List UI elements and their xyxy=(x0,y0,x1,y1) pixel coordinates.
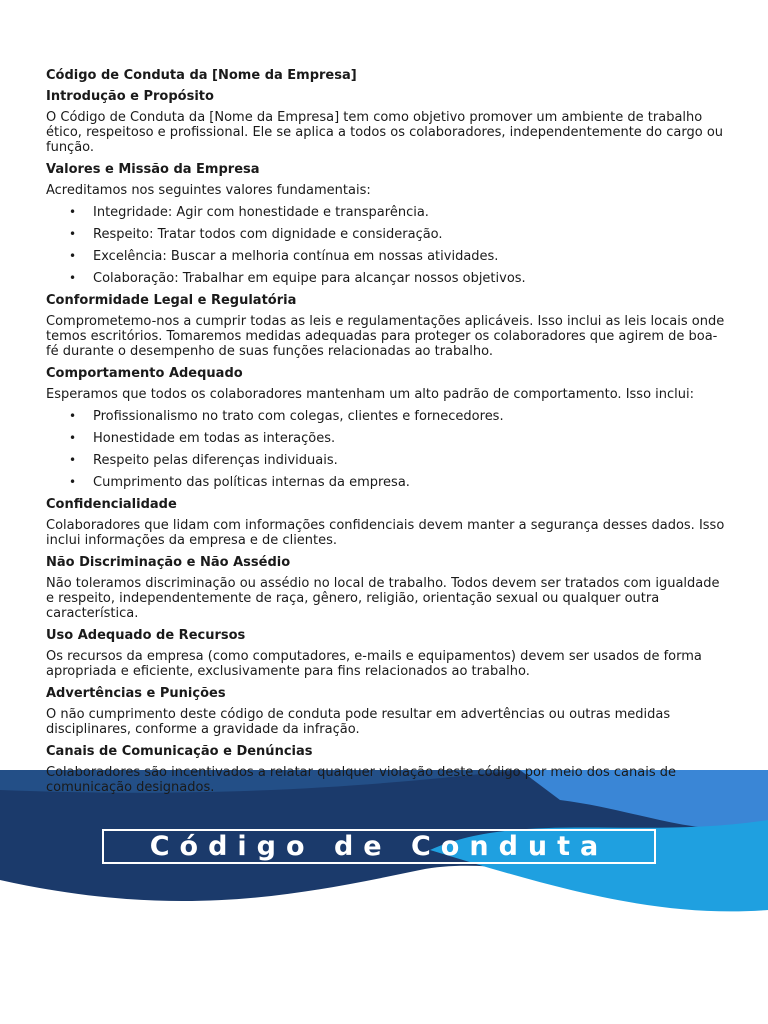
section-paragraph: Colaboradores são incentivados a relatar qualquer violação deste código por meio dos canais de comunicação designados. xyxy=(46,765,676,795)
bullet-icon: • xyxy=(69,205,77,219)
section-paragraph: Colaboradores que lidam com informações confidenciais devem manter a segurança desses dados. Isso inclui informações da empresa e de clientes. xyxy=(46,518,725,548)
bullet-text: Colaboração: Trabalhar em equipe para alcançar nossos objetivos. xyxy=(93,271,526,286)
bullet-item xyxy=(46,271,726,286)
bullet-item xyxy=(46,409,726,424)
bullet-text: Honestidade em todas as interações. xyxy=(93,431,336,446)
section-paragraph: O Código de Conduta da [Nome da Empresa] tem como objetivo promover um ambiente de trabalho ético, respeitoso e profissional. Ele se aplica a todos os colaboradores, independentemente do cargo ou função. xyxy=(46,110,724,155)
section-paragraph: Os recursos da empresa (como computadores, e-mails e equipamentos) devem ser usados de forma apropriada e eficiente, exclusivamente para fins relacionados ao trabalho. xyxy=(46,649,702,679)
bullet-icon: • xyxy=(69,271,77,285)
banner-title: Código de Conduta xyxy=(149,831,609,862)
bullet-item xyxy=(46,453,726,468)
section-paragraph: Não toleramos discriminação ou assédio no local de trabalho. Todos devem ser tratados com igualdade e respeito, independentemente de raça, gênero, religião, orientação sexual ou qualquer outra característica. xyxy=(46,576,720,621)
document-body xyxy=(46,66,726,802)
bullet-text: Excelência: Buscar a melhoria contínua em nossas atividades. xyxy=(93,249,499,264)
section-paragraph: Comprometemo-nos a cumprir todas as leis e regulamentações aplicáveis. Isso inclui as leis locais onde temos escritórios. Tomaremos medidas adequadas para proteger os colaboradores que agirem de boa-fé durante o desempenho de suas funções relacionadas ao trabalho. xyxy=(46,314,725,359)
section-paragraph: Acreditamos nos seguintes valores fundamentais: xyxy=(46,183,371,198)
bullet-icon: • xyxy=(69,453,77,467)
section-heading: Valores e Missão da Empresa xyxy=(46,162,260,177)
bullet-text: Cumprimento das políticas internas da empresa. xyxy=(93,475,410,490)
bullet-text: Integridade: Agir com honestidade e transparência. xyxy=(93,205,429,220)
section-paragraph: O não cumprimento deste código de conduta pode resultar em advertências ou outras medidas disciplinares, conforme a gravidade da infração. xyxy=(46,707,671,737)
banner-title-box xyxy=(102,829,656,864)
section-heading: Não Discriminação e Não Assédio xyxy=(46,555,291,570)
bullet-item xyxy=(46,227,726,242)
bullet-item xyxy=(46,475,726,490)
bullet-icon: • xyxy=(69,227,77,241)
section-heading: Conformidade Legal e Regulatória xyxy=(46,293,297,308)
section-heading: Advertências e Punições xyxy=(46,686,226,701)
bullet-item xyxy=(46,249,726,264)
bullet-icon: • xyxy=(69,249,77,263)
bullet-icon: • xyxy=(69,475,77,489)
bullet-list xyxy=(46,205,726,286)
bullet-text: Respeito: Tratar todos com dignidade e consideração. xyxy=(93,227,443,242)
bullet-item xyxy=(46,205,726,220)
section-heading: Comportamento Adequado xyxy=(46,366,243,381)
bullet-icon: • xyxy=(69,431,77,445)
bullet-list xyxy=(46,409,726,490)
bullet-item xyxy=(46,431,726,446)
document-title: Código de Conduta da [Nome da Empresa] xyxy=(46,68,357,83)
bullet-text: Respeito pelas diferenças individuais. xyxy=(93,453,338,468)
bullet-text: Profissionalismo no trato com colegas, clientes e fornecedores. xyxy=(93,409,504,424)
section-heading: Confidencialidade xyxy=(46,497,177,512)
section-heading: Introdução e Propósito xyxy=(46,89,214,104)
section-heading: Canais de Comunicação e Denúncias xyxy=(46,744,313,759)
bullet-icon: • xyxy=(69,409,77,423)
section-heading: Uso Adequado de Recursos xyxy=(46,628,246,643)
section-paragraph: Esperamos que todos os colaboradores mantenham um alto padrão de comportamento. Isso inclui: xyxy=(46,387,695,402)
